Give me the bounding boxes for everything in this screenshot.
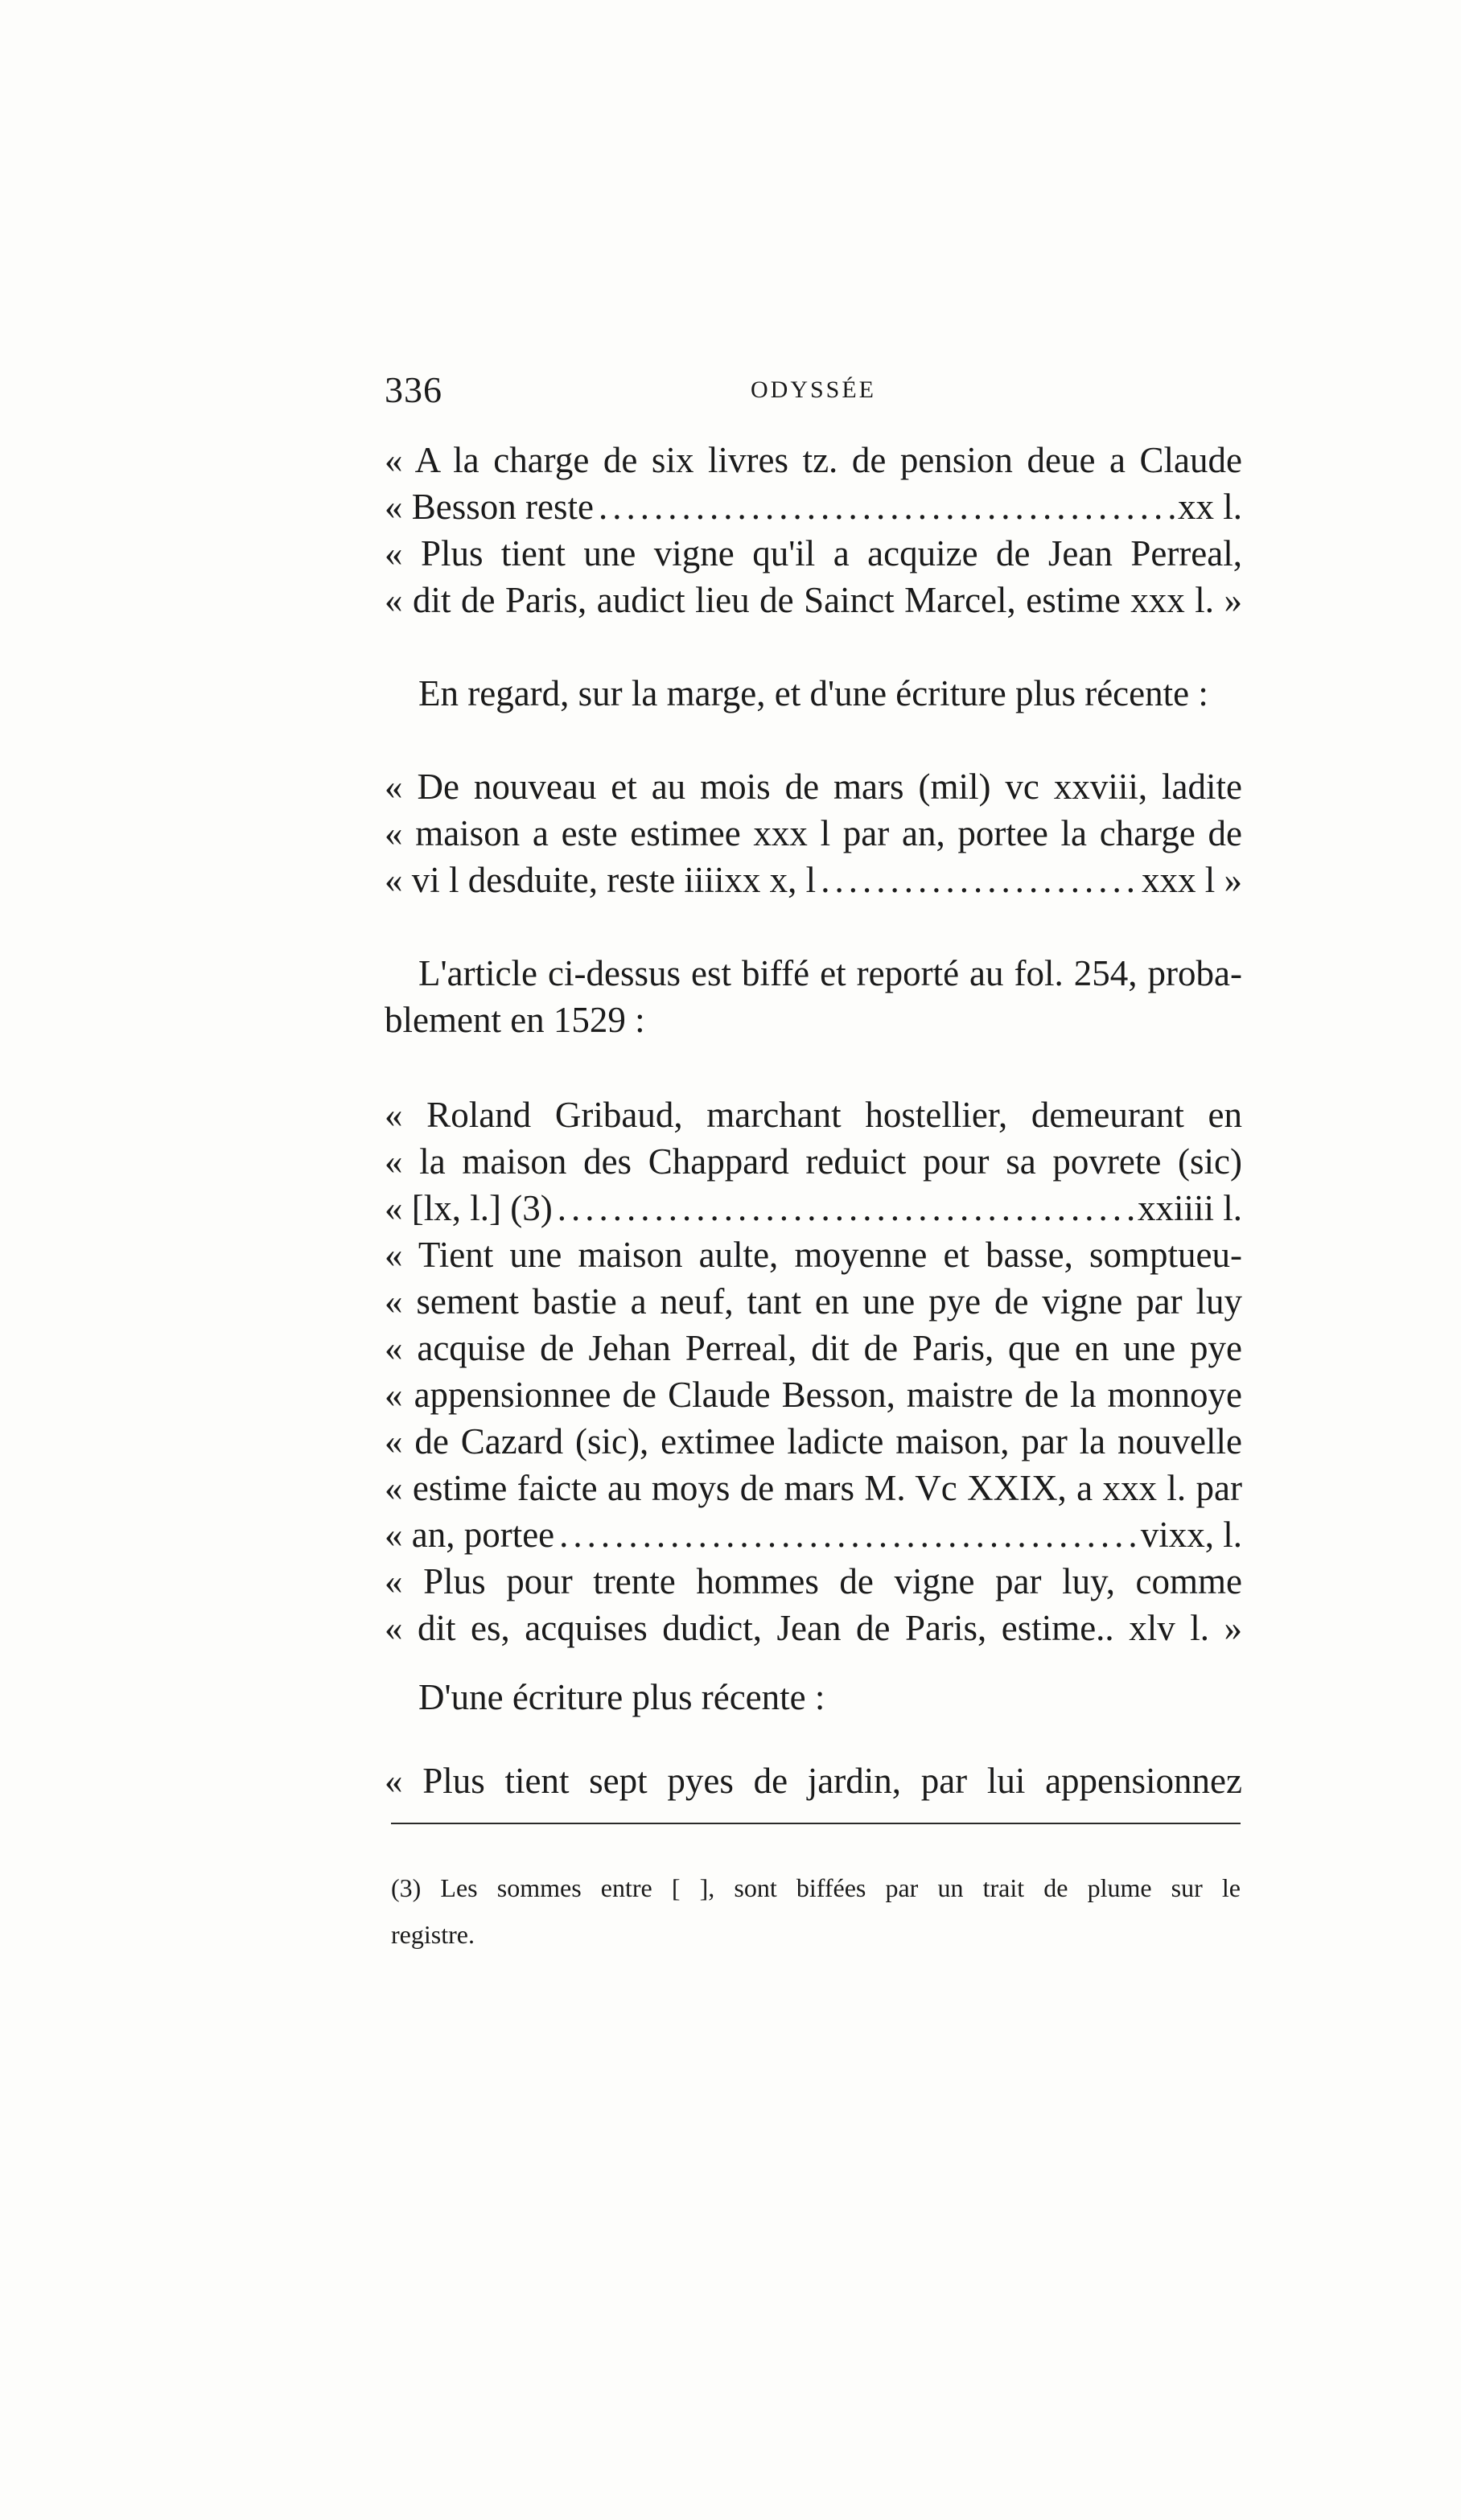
text-line: « De nouveau et au mois de mars (mil) vc xxviii, ladite: [385, 767, 1242, 807]
text-line: « Plus tient sept pyes de jardin, par lui appensionnez: [385, 1761, 1242, 1801]
text-line-start: « an, portee: [385, 1515, 555, 1555]
text-line-amount: xxx l »: [1141, 860, 1242, 900]
dot-leader: [553, 1184, 1138, 1232]
dot-leader: [554, 1511, 1141, 1559]
dot-leader: [816, 856, 1142, 904]
dot-leader: [594, 483, 1178, 531]
text-line: En regard, sur la marge, et d'une écriture plus récente :: [418, 673, 1208, 713]
page-number: 336: [385, 369, 442, 410]
text-line-dotted: [385, 1184, 1242, 1232]
footnote-line: (3) Les sommes entre [ ], sont biffées par un trait de plume sur le: [391, 1873, 1241, 1902]
text-line: « Roland Gribaud, marchant hostellier, demeurant en: [385, 1095, 1242, 1135]
text-line: « Plus pour trente hommes de vigne par luy, comme: [385, 1561, 1242, 1601]
text-line-start: « [lx, l.] (3): [385, 1188, 553, 1228]
text-line: « Plus tient une vigne qu'il a acquize de Jean Perreal,: [385, 533, 1242, 573]
text-line-dotted: [385, 483, 1242, 531]
text-line-dotted: [385, 856, 1242, 904]
text-line: « sement bastie a neuf, tant en une pye de vigne par luy: [385, 1281, 1242, 1322]
footnote: [391, 1864, 1241, 1958]
text-line: L'article ci-dessus est biffé et reporté au fol. 254, proba-: [418, 953, 1242, 993]
text-line: « estime faicte au moys de mars M. Vc XXIX, a xxx l. par: [385, 1468, 1242, 1508]
page-header: [385, 368, 1242, 425]
running-title: ODYSSÉE: [750, 376, 876, 403]
text-line: « la maison des Chappard reduict pour sa povrete (sic): [385, 1141, 1242, 1182]
footnote-line: registre.: [391, 1920, 475, 1949]
text-line-amount: xxiiii l.: [1137, 1188, 1242, 1228]
text-line: « de Cazard (sic), extimee ladicte maison, par la nouvelle: [385, 1421, 1242, 1461]
text-line: D'une écriture plus récente :: [418, 1677, 825, 1717]
text-line-dotted: [385, 1511, 1242, 1559]
text-line-amount: vixx, l.: [1140, 1515, 1242, 1555]
text-line: « Tient une maison aulte, moyenne et basse, somptueu-: [385, 1235, 1242, 1275]
text-line-amount: xx l.: [1177, 487, 1242, 527]
text-line: « dit es, acquises dudict, Jean de Paris, estime.. xlv l. »: [385, 1608, 1242, 1648]
text-line: « maison a este estimee xxx l par an, portee la charge de: [385, 813, 1242, 853]
text-line: « acquise de Jehan Perreal, dit de Paris, que en une pye: [385, 1328, 1242, 1368]
text-line-start: « vi l desduite, reste iiiixx x, l: [385, 860, 817, 900]
text-line: blement en 1529 :: [385, 1000, 645, 1040]
text-line: « appensionnee de Claude Besson, maistre de la monnoye: [385, 1375, 1242, 1415]
footnote-divider: [391, 1823, 1241, 1824]
text-line-start: « Besson reste: [385, 487, 594, 527]
text-line: « A la charge de six livres tz. de pension deue a Claude: [385, 440, 1242, 480]
text-line: « dit de Paris, audict lieu de Sainct Marcel, estime xxx l. »: [385, 580, 1242, 620]
